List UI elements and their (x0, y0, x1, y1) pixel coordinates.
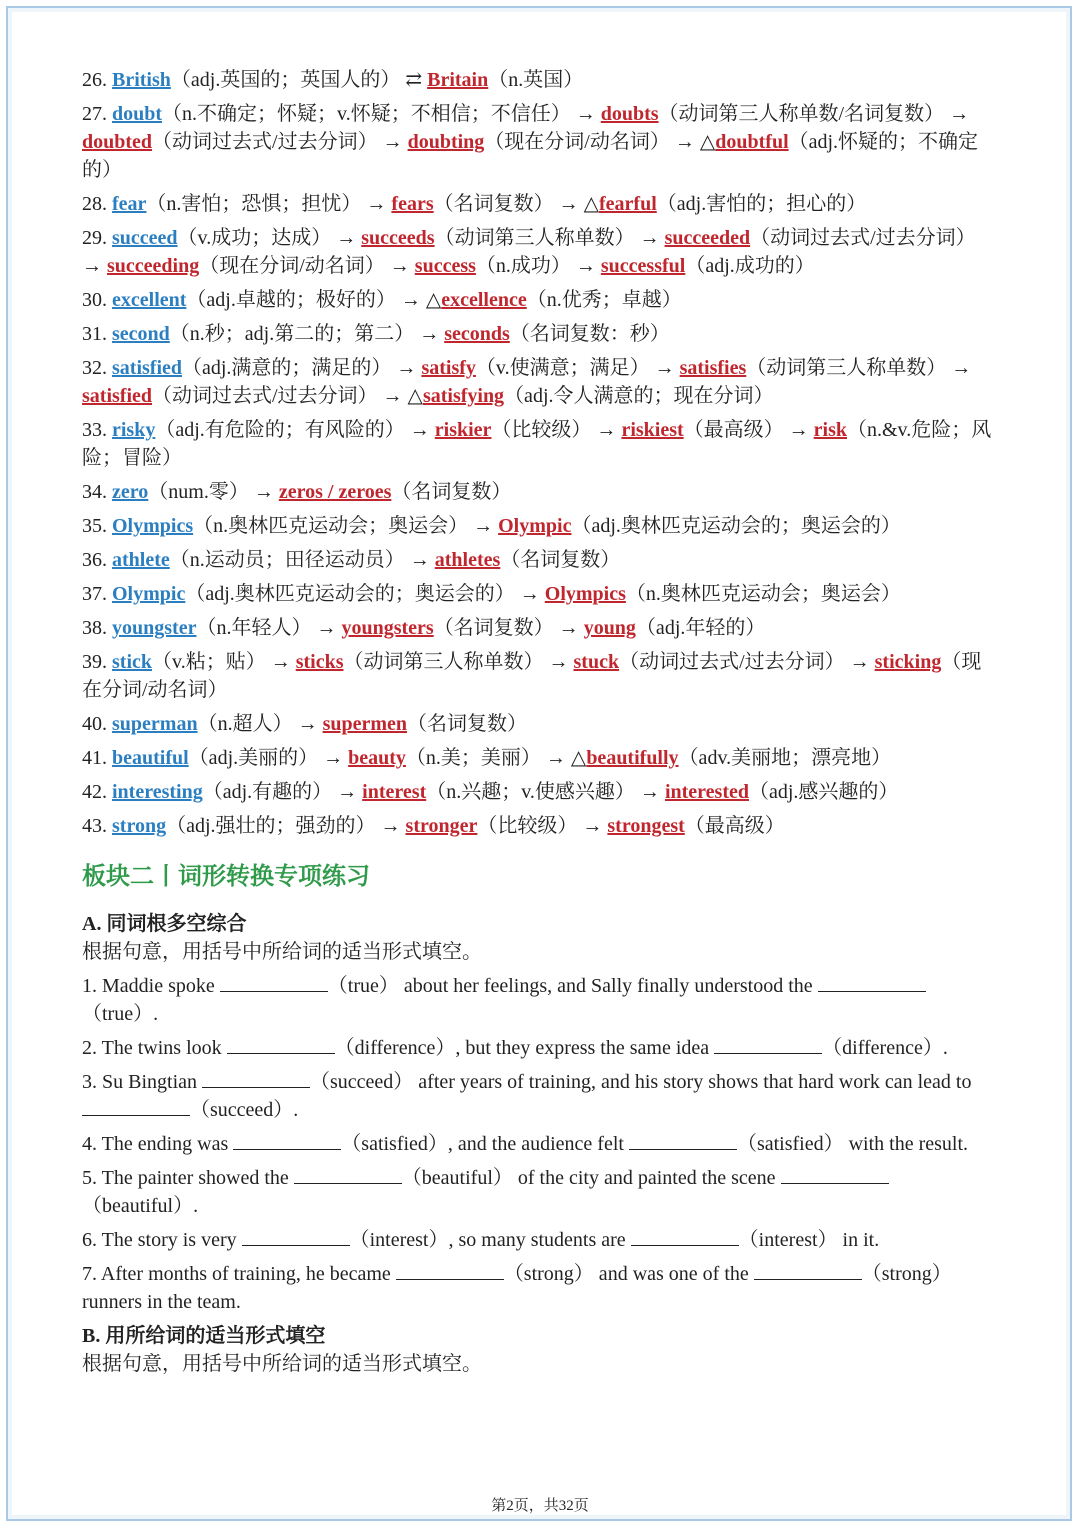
derived-word: Britain (427, 69, 489, 91)
base-word: zero (112, 481, 149, 503)
derived-word: strongest (607, 815, 685, 837)
answer-blank[interactable] (754, 1261, 862, 1280)
derived-word: succeeds (361, 227, 435, 249)
entry-gloss: （动词第三人称单数/名词复数） → (658, 103, 970, 125)
entry-gloss: （名词复数） (407, 713, 528, 735)
base-word: satisfied (112, 357, 182, 379)
derived-word: succeeding (107, 255, 200, 277)
entry-gloss: （n.不确定；怀疑；v.怀疑；不相信；不信任） → (162, 103, 601, 125)
word-entry (82, 580, 992, 608)
entry-gloss: （现在分词/动名词） → (199, 255, 415, 277)
exercise-text: （satisfied）, and the audience felt (341, 1133, 629, 1155)
derived-word: Olympic (498, 515, 572, 537)
exercise-item (82, 1164, 992, 1220)
derived-word: youngsters (341, 617, 434, 639)
exercise-text: 2. The twins look (82, 1037, 227, 1059)
exercise-item (82, 1130, 992, 1158)
entry-number: 32. (82, 357, 112, 379)
entry-gloss: （v.使满意；满足） → (475, 357, 680, 379)
derived-word: excellence (441, 289, 527, 311)
exercise-text: （interest） in it. (738, 1229, 880, 1251)
answer-blank[interactable] (818, 973, 926, 992)
exercise-item (82, 1068, 992, 1124)
derived-word: satisfied (82, 385, 152, 407)
derived-word: beautifully (586, 747, 679, 769)
part-a-title: A. 同词根多空综合 (82, 913, 247, 935)
entry-gloss: （最高级） → (683, 419, 814, 441)
answer-blank[interactable] (396, 1261, 504, 1280)
word-entry (82, 66, 992, 94)
entry-gloss: （现在分词/动名词） (82, 651, 982, 701)
exercise-text: （difference）. (822, 1037, 948, 1059)
derived-word: doubtful (715, 131, 789, 153)
entry-number: 34. (82, 481, 112, 503)
part-a-instruction: 根据句意，用括号中所给词的适当形式填空。 (82, 941, 482, 963)
entry-gloss: （n.兴趣；v.使感兴趣） → (426, 781, 665, 803)
derived-word: doubts (600, 103, 659, 125)
derived-word: riskiest (621, 419, 684, 441)
answer-blank[interactable] (220, 973, 328, 992)
exercise-text: 5. The painter showed the (82, 1167, 294, 1189)
exercise-item (82, 1260, 992, 1316)
word-entry (82, 354, 992, 410)
base-word: youngster (112, 617, 197, 639)
entry-number: 29. (82, 227, 112, 249)
entry-number: 37. (82, 583, 112, 605)
entry-gloss: （n.年轻人） → (196, 617, 342, 639)
document-body (82, 66, 992, 1384)
exercise-text: （difference）, but they express the same idea (334, 1037, 715, 1059)
exercise-text: （succeed） after years of training, and his story shows that hard work can lead to (310, 1071, 972, 1093)
exercise-item (82, 972, 992, 1028)
entry-number: 26. (82, 69, 112, 91)
word-entry (82, 710, 992, 738)
entry-gloss: （adj.怀疑的；不确定的） (82, 131, 979, 181)
derived-word: successful (600, 255, 686, 277)
exercise-text: 3. Su Bingtian (82, 1071, 203, 1093)
word-family-list (82, 66, 992, 840)
part-b-title: B. 用所给词的适当形式填空 (82, 1325, 326, 1347)
answer-blank[interactable] (629, 1131, 737, 1150)
exercise-text: （succeed）. (190, 1099, 299, 1121)
base-word: second (112, 323, 170, 345)
exercise-text: 1. Maddie spoke (82, 975, 220, 997)
answer-blank[interactable] (781, 1165, 889, 1184)
derived-word: interested (664, 781, 749, 803)
exercise-text: （true） about her feelings, and Sally finally understood the (327, 975, 818, 997)
entry-gloss: （adj.奥林匹克运动会的；奥运会的） (571, 515, 901, 537)
entry-gloss: （名词复数：秒） (509, 323, 670, 345)
entry-gloss: （n.超人） → (197, 713, 323, 735)
derived-word: supermen (322, 713, 408, 735)
entry-gloss: （n.秒；adj.第二的；第二） → (169, 323, 445, 345)
entry-gloss: （动词第三人称单数） → (434, 227, 665, 249)
exercise-text: 4. The ending was (82, 1133, 234, 1155)
exercise-text: （beautiful） of the city and painted the scene (401, 1167, 781, 1189)
exercise-text: （satisfied） with the result. (736, 1133, 969, 1155)
derived-word: success (414, 255, 476, 277)
entry-gloss: （动词过去式/过去分词） → (619, 651, 875, 673)
entry-gloss: （v.粘；贴） → (152, 651, 296, 673)
derived-word: interest (362, 781, 427, 803)
word-entry (82, 744, 992, 772)
base-word: succeed (112, 227, 178, 249)
entry-number: 39. (82, 651, 112, 673)
derived-word: risk (813, 419, 847, 441)
entry-gloss: （比较级） → (491, 419, 622, 441)
entry-number: 43. (82, 815, 112, 837)
word-entry (82, 812, 992, 840)
entry-number: 36. (82, 549, 112, 571)
derived-word: satisfies (679, 357, 747, 379)
entry-gloss: （adj.奥林匹克运动会的；奥运会的） → (185, 583, 545, 605)
exercise-item (82, 1034, 992, 1062)
entry-gloss: （adj.害怕的；担心的） (656, 193, 867, 215)
answer-blank[interactable] (242, 1227, 350, 1246)
exercise-item (82, 1226, 992, 1254)
word-entry (82, 416, 992, 472)
derived-word: zeros / zeroes (278, 481, 392, 503)
entry-gloss: （动词第三人称单数） → (343, 651, 574, 673)
entry-gloss: （最高级） (684, 815, 785, 837)
entry-gloss: （名词复数） → △ (433, 193, 600, 215)
base-word: excellent (112, 289, 187, 311)
word-entry (82, 546, 992, 574)
exercise-text: （strong） runners in the team. (82, 1263, 952, 1313)
entry-gloss: （动词第三人称单数） → (746, 357, 972, 379)
entry-gloss: （现在分词/动名词） → △ (484, 131, 716, 153)
entry-gloss: （num.零） → (148, 481, 279, 503)
entry-gloss: （动词过去式/过去分词） → △ (152, 385, 423, 407)
word-entry (82, 778, 992, 806)
derived-word: doubting (407, 131, 485, 153)
entry-gloss: （动词过去式/过去分词） → (82, 227, 976, 277)
entry-gloss: （adj.强壮的；强劲的） → (166, 815, 406, 837)
word-entry (82, 224, 992, 280)
base-word: doubt (112, 103, 163, 125)
word-entry (82, 100, 992, 184)
entry-number: 42. (82, 781, 112, 803)
base-word: risky (112, 419, 156, 441)
derived-word: sticks (295, 651, 344, 673)
base-word: superman (112, 713, 198, 735)
entry-gloss: （n.优秀；卓越） (526, 289, 682, 311)
derived-word: young (583, 617, 636, 639)
entry-gloss: （adj.卓越的；极好的） → △ (186, 289, 442, 311)
derived-word: fearful (599, 193, 657, 215)
derived-word: sticking (874, 651, 942, 673)
exercise-text: （interest）, so many students are (349, 1229, 631, 1251)
entry-gloss: （n.英国） (488, 69, 584, 91)
answer-blank[interactable] (714, 1035, 822, 1054)
entry-number: 33. (82, 419, 112, 441)
derived-word: riskier (434, 419, 492, 441)
entry-gloss: （n.成功） → (475, 255, 601, 277)
entry-gloss: （adv.美丽地；漂亮地） (678, 747, 892, 769)
derived-word: seconds (444, 323, 510, 345)
entry-gloss: （adj.年轻的） (635, 617, 766, 639)
entry-gloss: （比较级） → (477, 815, 608, 837)
base-word: athlete (112, 549, 170, 571)
entry-gloss: （n.奥林匹克运动会；奥运会） → (193, 515, 499, 537)
word-entry (82, 190, 992, 218)
entry-gloss: （名词复数） → (433, 617, 584, 639)
answer-blank[interactable] (82, 1097, 190, 1116)
exercise-list (82, 972, 992, 1316)
base-word: Olympics (112, 515, 194, 537)
base-word: Olympic (112, 583, 186, 605)
word-entry (82, 512, 992, 540)
entry-gloss: （adj.满意的；满足的） → (182, 357, 422, 379)
exercise-text: （beautiful）. (82, 1195, 199, 1217)
entry-gloss: （adj.成功的） (685, 255, 815, 277)
page-footer: 第2页，共32页 (491, 1498, 589, 1514)
entry-gloss: （n.美；美丽） → △ (405, 747, 587, 769)
base-word: stick (112, 651, 152, 673)
entry-gloss: （adj.有危险的；有风险的） → (155, 419, 435, 441)
entry-gloss: （n.害怕；恐惧；担忧） → (146, 193, 392, 215)
entry-number: 35. (82, 515, 112, 537)
exercise-text: （strong） and was one of the (503, 1263, 754, 1285)
derived-word: satisfy (421, 357, 476, 379)
derived-word: stronger (405, 815, 478, 837)
exercise-text: （true）. (82, 1003, 159, 1025)
entry-gloss: （n.奥林匹克运动会；奥运会） (625, 583, 901, 605)
entry-gloss: （adj.有趣的） → (202, 781, 363, 803)
derived-word: stuck (573, 651, 620, 673)
word-entry (82, 286, 992, 314)
derived-word: fears (391, 193, 434, 215)
word-entry (82, 614, 992, 642)
entry-gloss: （adj.令人满意的；现在分词） (504, 385, 774, 407)
entry-number: 41. (82, 747, 112, 769)
derived-word: Olympics (544, 583, 626, 605)
base-word: fear (112, 193, 147, 215)
entry-gloss: （adj.英国的；英国人的） ⇄ (170, 69, 428, 91)
entry-gloss: （adj.美丽的） → (188, 747, 349, 769)
entry-number: 40. (82, 713, 112, 735)
exercise-text: 7. After months of training, he became (82, 1263, 396, 1285)
entry-gloss: （v.成功；达成） → (177, 227, 362, 249)
derived-word: beauty (348, 747, 406, 769)
answer-blank[interactable] (202, 1069, 310, 1088)
answer-blank[interactable] (233, 1131, 341, 1150)
base-word: strong (112, 815, 167, 837)
exercise-text: 6. The story is very (82, 1229, 242, 1251)
section-title: 板块二丨词形转换专项练习 (82, 862, 370, 890)
word-entry (82, 648, 992, 704)
entry-gloss: （动词过去式/过去分词） → (152, 131, 408, 153)
entry-number: 27. (82, 103, 112, 125)
answer-blank[interactable] (294, 1165, 402, 1184)
entry-gloss: （名词复数） (500, 549, 621, 571)
part-b-instruction: 根据句意，用括号中所给词的适当形式填空。 (82, 1353, 482, 1375)
word-entry (82, 320, 992, 348)
base-word: British (112, 69, 171, 91)
base-word: beautiful (112, 747, 189, 769)
answer-blank[interactable] (227, 1035, 335, 1054)
entry-number: 31. (82, 323, 112, 345)
derived-word: succeeded (664, 227, 751, 249)
answer-blank[interactable] (631, 1227, 739, 1246)
entry-gloss: （n.运动员；田径运动员） → (169, 549, 435, 571)
word-entry (82, 478, 992, 506)
entry-gloss: （adj.感兴趣的） (749, 781, 899, 803)
base-word: interesting (112, 781, 203, 803)
derived-word: satisfying (422, 385, 505, 407)
entry-number: 28. (82, 193, 112, 215)
entry-gloss: （n.&v.危险；风险；冒险） (82, 419, 992, 469)
entry-gloss: （名词复数） (391, 481, 512, 503)
entry-number: 30. (82, 289, 112, 311)
derived-word: doubted (82, 131, 153, 153)
derived-word: athletes (434, 549, 501, 571)
entry-number: 38. (82, 617, 112, 639)
